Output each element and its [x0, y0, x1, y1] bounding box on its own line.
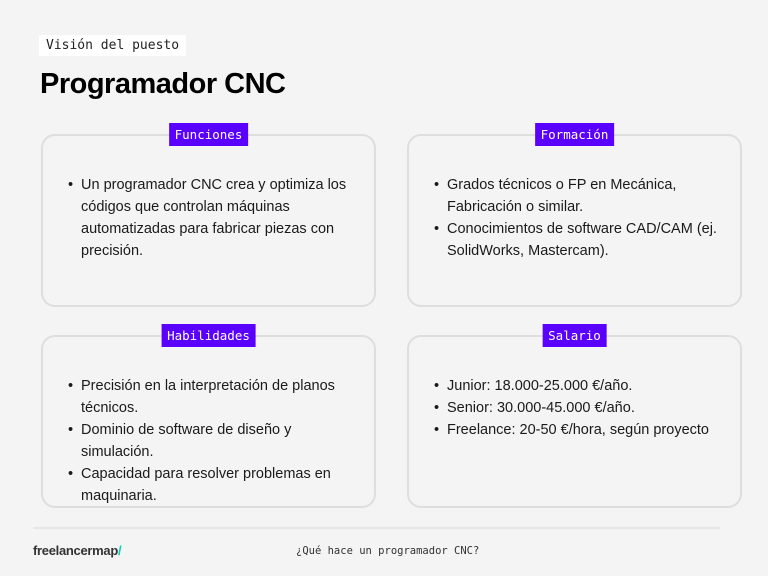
list-item: • Un programador CNC crea y optimiza los códigos que controlan máquinas automatizadas para fabricar piezas con precisión. [68, 174, 356, 262]
card-badge: Formación [535, 123, 615, 146]
card-badge: Funciones [169, 123, 249, 146]
list-item: • Dominio de software de diseño y simulación. [68, 419, 356, 463]
list-item: • Precisión en la interpretación de planos técnicos. [68, 375, 356, 419]
kicker-label: Visión del puesto [39, 35, 186, 56]
page-title: Programador CNC [40, 68, 286, 100]
list-item: • Senior: 30.000-45.000 €/año. [434, 397, 722, 419]
footer-divider [33, 527, 720, 529]
logo-slash: / [117, 543, 122, 558]
card-list [434, 174, 722, 262]
list-item: • Grados técnicos o FP en Mecánica, Fabricación o similar. [434, 174, 722, 218]
footer-caption: ¿Qué hace un programador CNC? [296, 545, 480, 557]
card-list [434, 375, 722, 441]
card-list [68, 375, 356, 507]
card-badge: Salario [542, 324, 607, 347]
list-item: • Freelance: 20-50 €/hora, según proyecto [434, 419, 722, 441]
card-funciones [41, 127, 376, 307]
freelancermap-logo [33, 543, 121, 558]
card-habilidades [41, 328, 376, 508]
card-list [68, 174, 356, 262]
logo-text: freelancermap [33, 543, 118, 558]
card-formacion [407, 127, 742, 307]
card-badge: Habilidades [161, 324, 256, 347]
list-item: • Capacidad para resolver problemas en maquinaria. [68, 463, 356, 507]
card-salario [407, 328, 742, 508]
list-item: • Junior: 18.000-25.000 €/año. [434, 375, 722, 397]
list-item: • Conocimientos de software CAD/CAM (ej. SolidWorks, Mastercam). [434, 218, 722, 262]
